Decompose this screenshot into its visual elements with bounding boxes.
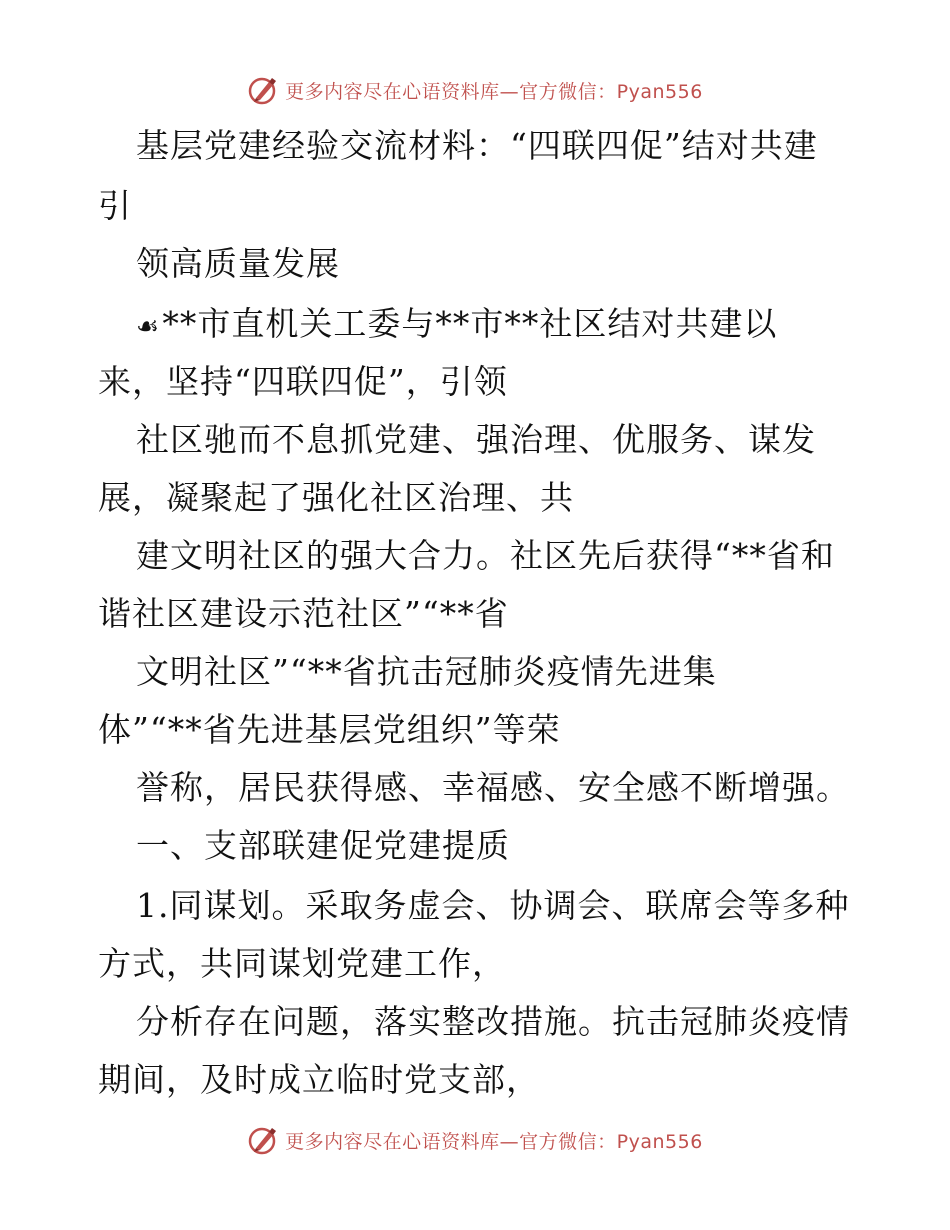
paragraph-7-line-1: 分析存在问题，落实整改措施。抗击冠肺炎疫情 xyxy=(136,1002,850,1041)
paragraph-3-line-1: 建文明社区的强大合力。社区先后获得“**省和 xyxy=(136,536,835,575)
doc-title-line-3: 领高质量发展 xyxy=(136,244,340,283)
doc-title-line-2: 引 xyxy=(98,186,132,225)
paragraph-2-line-2: 展，凝聚起了强化社区治理、共 xyxy=(98,478,574,517)
paragraph-4-line-2: 体”“**省先进基层党组织”等荣 xyxy=(98,710,561,749)
header-watermark-banner xyxy=(0,70,950,110)
paragraph-6-line-1: 1.同谋划。采取务虚会、协调会、联席会等多种 xyxy=(136,886,850,925)
paragraph-1-text: **市直机关工委与**市**社区结对共建以 xyxy=(162,304,778,343)
paragraph-4-line-1: 文明社区”“**省抗击冠肺炎疫情先进集 xyxy=(136,652,717,691)
footer-watermark-text: 更多内容尽在心语资料库—官方微信：Pyan556 xyxy=(285,1130,703,1153)
paragraph-5-line-1: 誉称，居民获得感、幸福感、安全感不断增强。 xyxy=(136,768,850,807)
floral-ornament-icon: ☙ xyxy=(136,312,161,342)
paragraph-7-line-2: 期间，及时成立临时党支部， xyxy=(98,1060,540,1099)
paragraph-6-line-2: 方式，共同谋划党建工作， xyxy=(98,944,506,983)
header-watermark-text: 更多内容尽在心语资料库—官方微信：Pyan556 xyxy=(285,80,703,103)
pen-logo-icon xyxy=(247,74,279,106)
paragraph-2-line-1: 社区驰而不息抓党建、强治理、优服务、谋发 xyxy=(136,420,816,459)
footer-watermark-banner xyxy=(0,1120,950,1160)
paragraph-3-line-2: 谐社区建设示范社区”“**省 xyxy=(98,594,509,633)
doc-title-line-1: 基层党建经验交流材料：“四联四促”结对共建 xyxy=(136,126,818,165)
paragraph-1-line-1 xyxy=(136,304,777,347)
pen-logo-icon xyxy=(247,1124,279,1156)
section-heading-1: 一、支部联建促党建提质 xyxy=(136,826,510,865)
paragraph-1-line-2: 来，坚持“四联四促”，引领 xyxy=(98,362,508,401)
